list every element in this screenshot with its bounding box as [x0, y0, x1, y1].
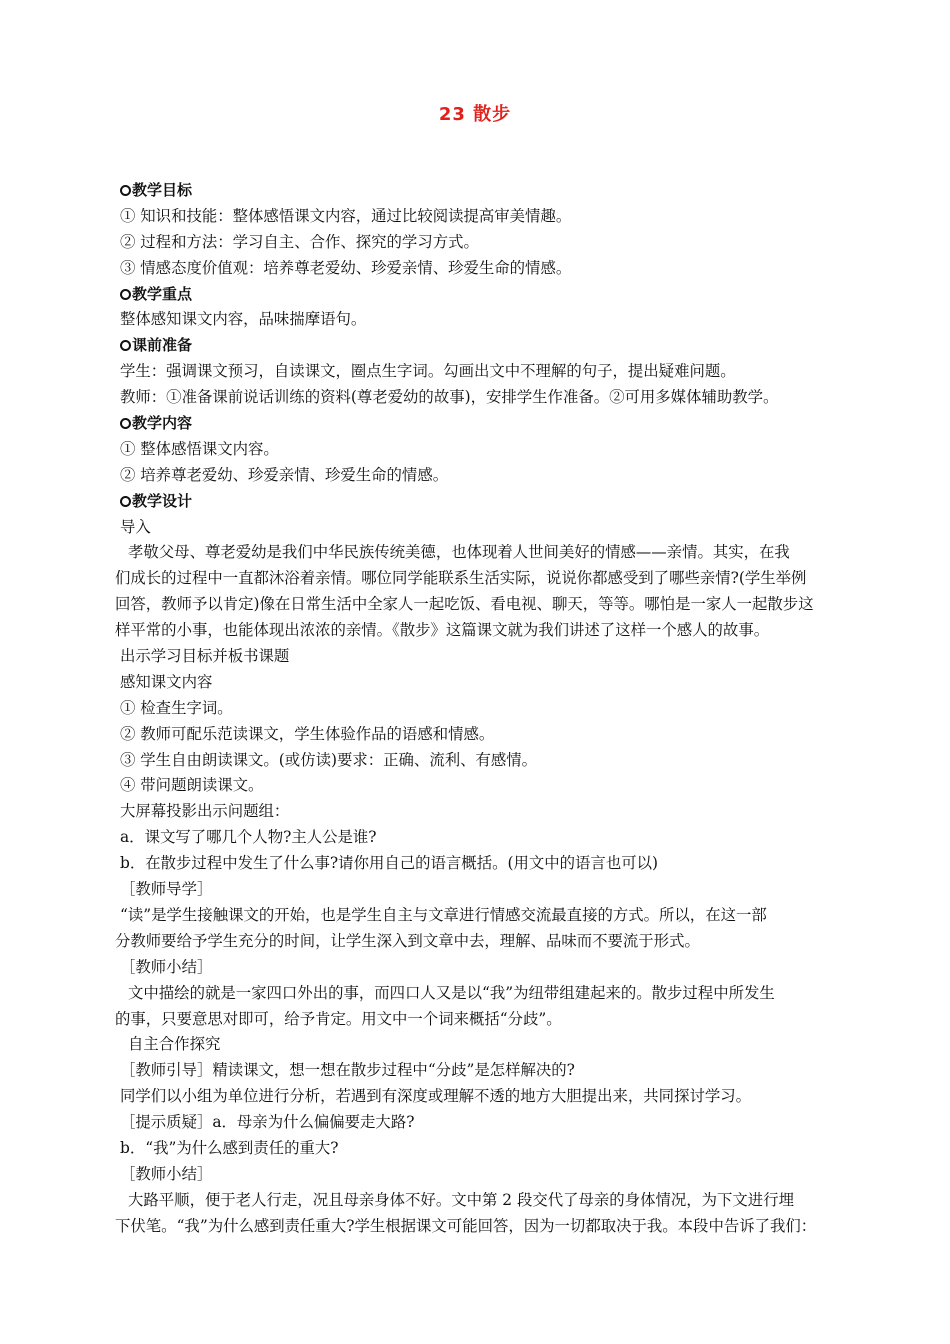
body-line: b．“我”为什么感到责任的重大?: [120, 1138, 339, 1157]
body-line: 同学们以小组为单位进行分析，若遇到有深度或理解不透的地方大胆提出来，共同探讨学习。: [120, 1087, 752, 1106]
body-line: 们成长的过程中一直都沐浴着亲情。哪位同学能联系生活实际，说说你都感受到了哪些亲情?(学生举例: [115, 569, 807, 588]
prep-student: 学生：强调课文预习，自读课文，圈点生字词。勾画出文中不理解的句子，提出疑难问题。: [120, 362, 736, 381]
body-line: 文中描绘的就是一家四口外出的事，而四口人又是以“我”为纽带组建起来的。散步过程中所发生: [128, 983, 775, 1002]
body-line: ［提示质疑］a．母亲为什么偏偏要走大路?: [120, 1113, 415, 1132]
heading-text: 教学目标: [132, 181, 193, 199]
body-line: ［教师导学］: [120, 880, 213, 899]
prep-teacher: 教师：①准备课前说话训练的资料(尊老爱幼的故事)，安排学生作准备。②可用多媒体辅助教学。: [120, 388, 779, 407]
body-line: ② 教师可配乐范读课文，学生体验作品的语感和情感。: [120, 724, 495, 743]
body-line: 感知课文内容: [120, 672, 213, 691]
heading-text: 教学内容: [132, 414, 193, 433]
goal-item: ① 知识和技能：整体感悟课文内容，通过比较阅读提高审美情趣。: [120, 206, 572, 225]
body-line: 出示学习目标并板书课题: [120, 647, 290, 666]
body-line: 大屏幕投影出示问题组：: [120, 802, 290, 821]
circle-bullet-icon: [120, 418, 131, 429]
body-line: 回答，教师予以肯定)像在日常生活中全家人一起吃饭、看电视、聊天，等等。哪怕是一家人一起散步这: [115, 595, 814, 614]
circle-bullet-icon: [120, 496, 131, 507]
section-heading-goals: [120, 178, 862, 204]
section-heading-content: [120, 411, 862, 437]
body-line: “读”是学生接触课文的开始，也是学生自主与文章进行情感交流最直接的方式。所以，在这一部: [120, 905, 767, 924]
body-line: b．在散步过程中发生了什么事?请你用自己的语言概括。(用文中的语言也可以): [120, 854, 659, 873]
focus-text: 整体感知课文内容，品味揣摩语句。: [120, 310, 367, 329]
body-line: 导入: [120, 517, 151, 536]
section-heading-design: [120, 489, 862, 515]
heading-text: 教学设计: [132, 491, 193, 510]
goal-item: ② 过程和方法：学习自主、合作、探究的学习方式。: [120, 232, 479, 251]
body-line: ③ 学生自由朗读课文。(或仿读)要求：正确、流利、有感情。: [120, 750, 538, 769]
section-heading-focus: [120, 282, 862, 308]
page-title: 23 散步: [438, 104, 512, 125]
body-line: ［教师引导］精读课文，想一想在散步过程中“分歧”是怎样解决的?: [120, 1061, 575, 1080]
body-line: 自主合作探究: [128, 1035, 221, 1054]
body-line: 的事，只要意思对即可，给予肯定。用文中一个词来概括“分歧”。: [115, 1009, 562, 1028]
circle-bullet-icon: [120, 340, 131, 351]
body-line: ［教师小结］: [120, 957, 213, 976]
document-body: [115, 178, 862, 1240]
section-heading-prep: [120, 333, 862, 359]
heading-text: 教学重点: [132, 284, 193, 303]
body-line: ① 检查生字词。: [120, 698, 233, 717]
content-item: ① 整体感悟课文内容。: [120, 439, 279, 458]
body-line: 样平常的小事，也能体现出浓浓的亲情。《散步》这篇课文就为我们讲述了这样一个感人的故事。: [115, 621, 770, 640]
content-item: ② 培养尊老爱幼、珍爱亲情、珍爱生命的情感。: [120, 465, 449, 484]
body-line: ④ 带问题朗读课文。: [120, 776, 264, 795]
body-line: a．课文写了哪几个人物?主人公是谁?: [120, 828, 377, 847]
goal-item: ③ 情感态度价值观：培养尊老爱幼、珍爱亲情、珍爱生命的情感。: [120, 258, 572, 277]
circle-bullet-icon: [120, 185, 131, 196]
body-line: 分教师要给予学生充分的时间，让学生深入到文章中去，理解、品味而不要流于形式。: [115, 931, 700, 950]
body-line: 孝敬父母、尊老爱幼是我们中华民族传统美德，也体现着人世间美好的情感——亲情。其实，在我: [128, 543, 790, 562]
body-line: 下伏笔。“我”为什么感到责任重大?学生根据课文可能回答，因为一切都取决于我。本段中告诉了我们：: [115, 1216, 817, 1235]
circle-bullet-icon: [120, 289, 131, 300]
body-line: 大路平顺，便于老人行走，况且母亲身体不好。文中第 2 段交代了母亲的身体情况，为下文进行埋: [128, 1190, 794, 1209]
heading-text: 课前准备: [132, 336, 193, 355]
design-body: [115, 515, 862, 1240]
body-line: ［教师小结］: [120, 1164, 213, 1183]
